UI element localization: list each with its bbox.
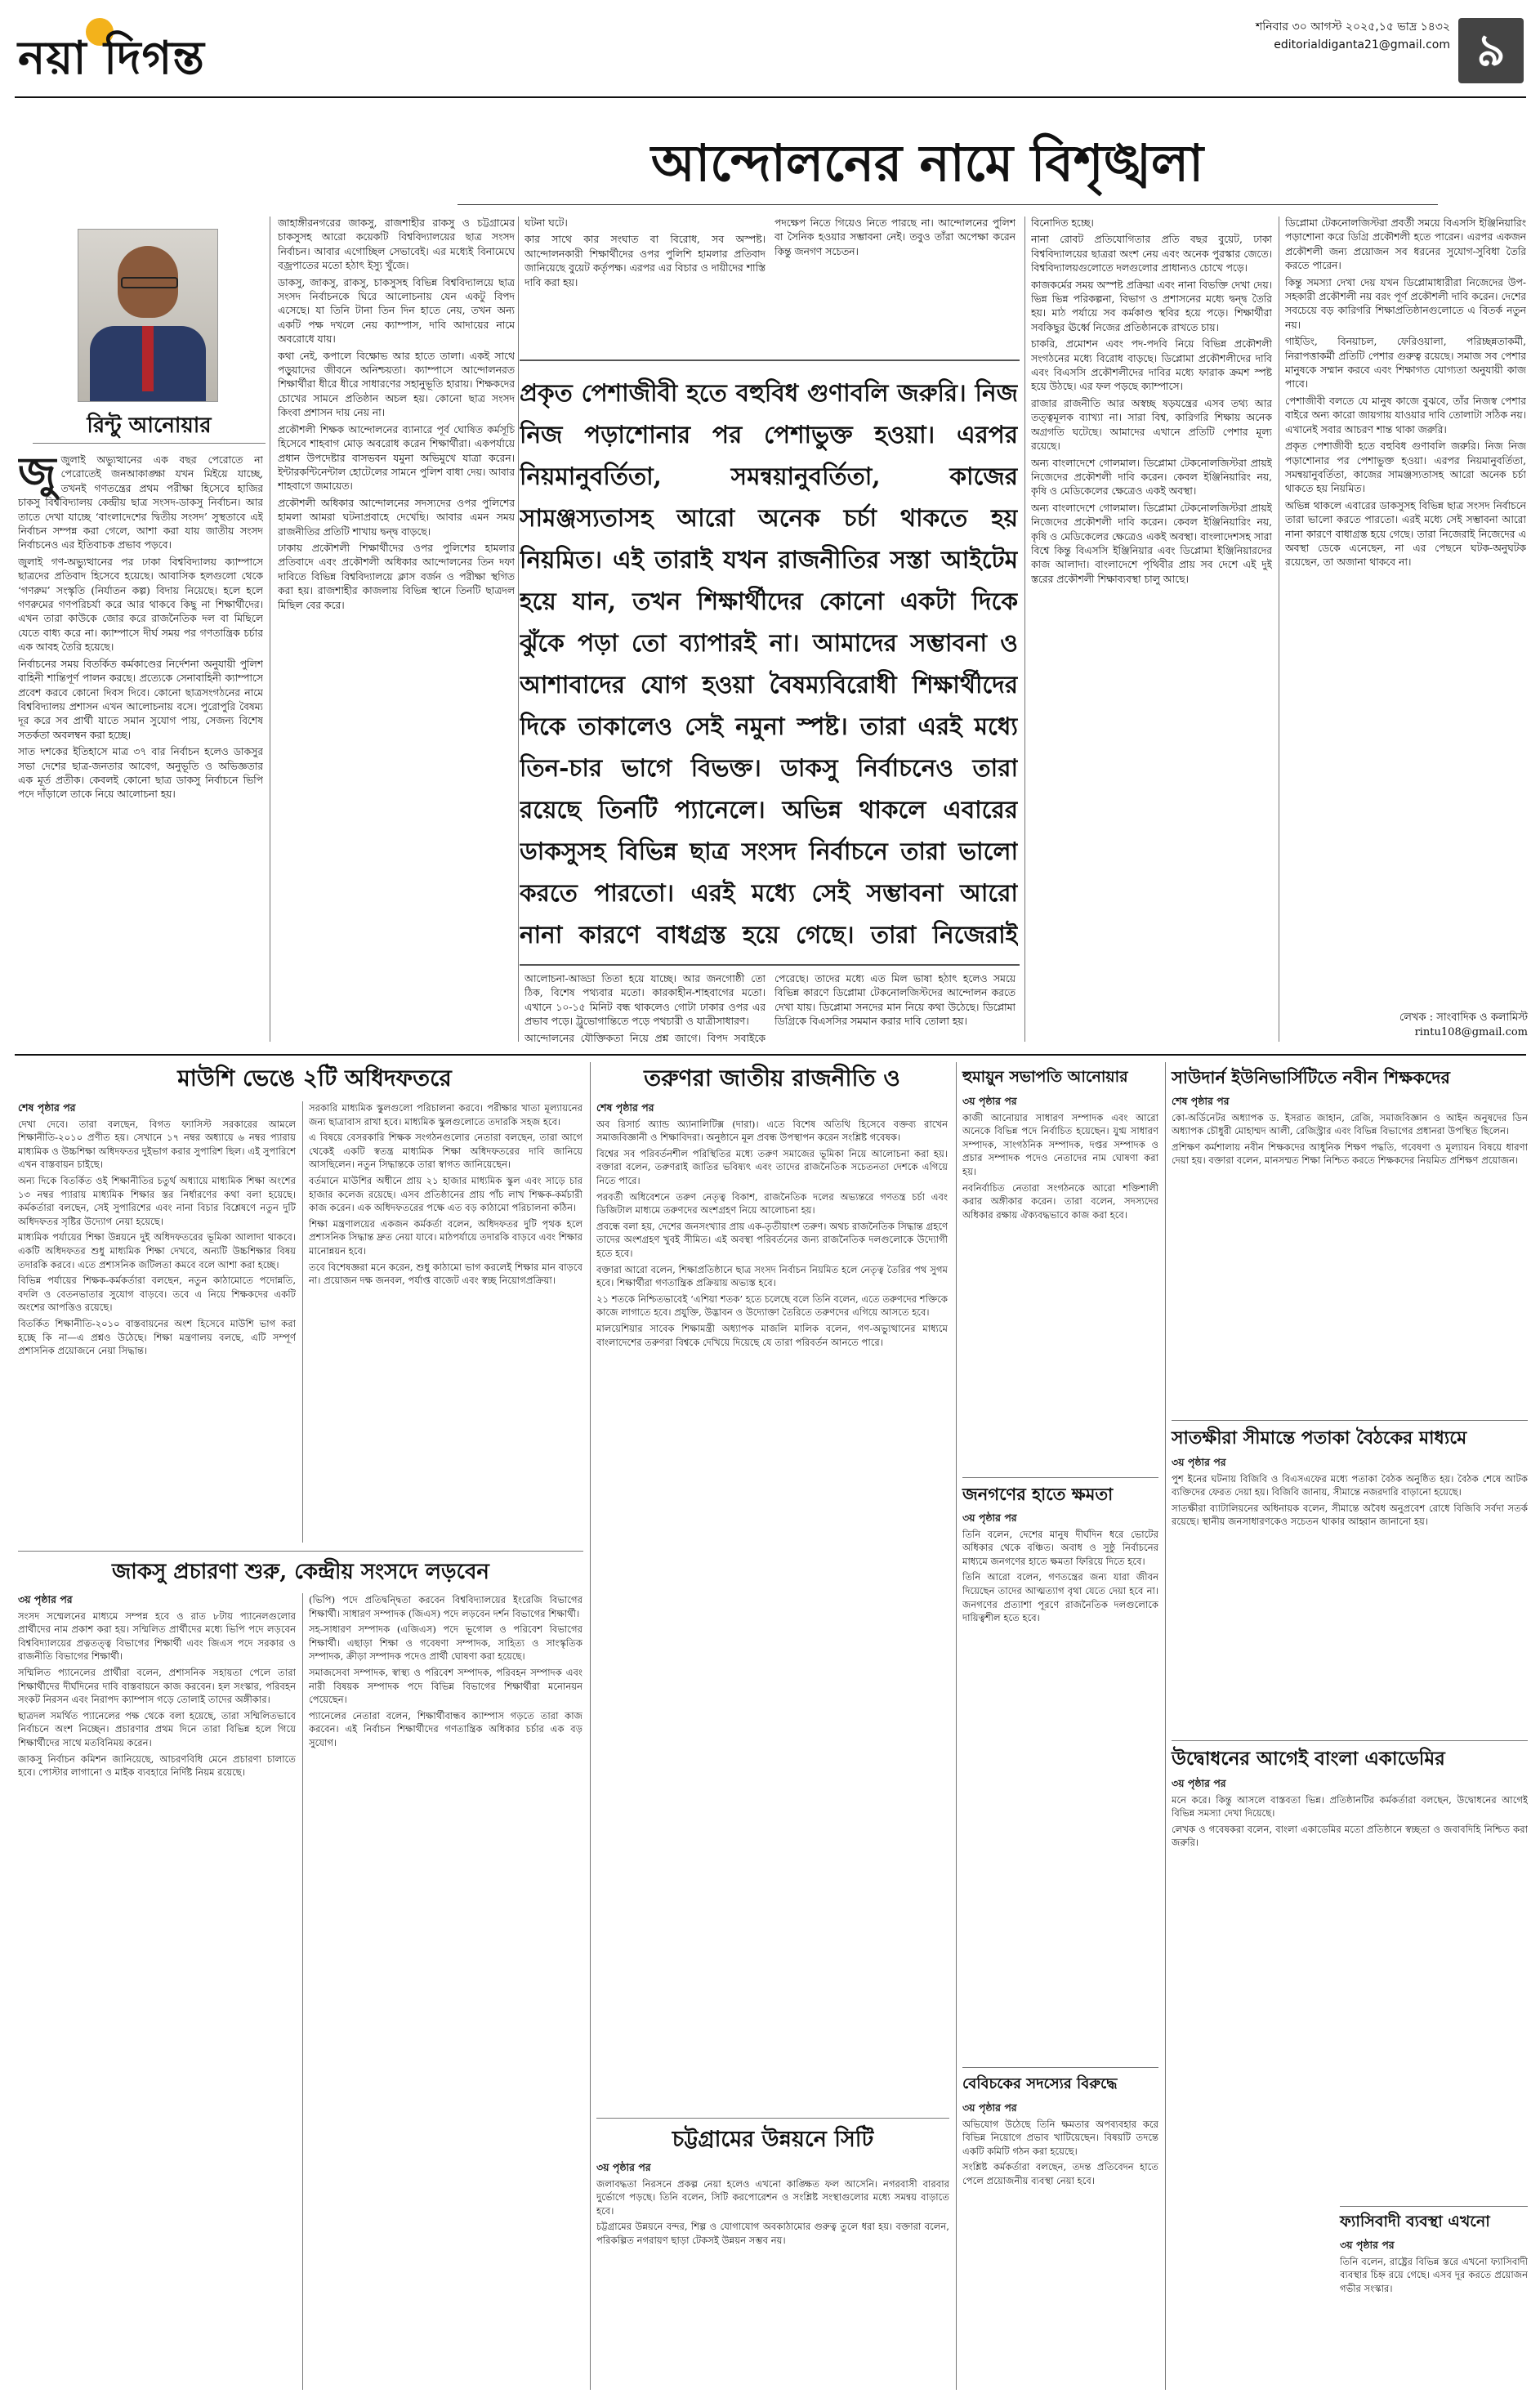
- lead-paragraph: আলোচনা-আড্ডা তিতা হয়ে যাচ্ছে। আর জনগোষ্ঠী তো ঠিক, বিশেষ পথ্যবার মতো। কারকাহীন-শাহবাগের মতো। এখানে ১০-১৫ মিনিট বন্ধ থাকলেও গোটা ঢাকার ওপর এর প্রভাব পড়ে। ট্রুভোগান্তিতে পড়ে পথচারী ও যাত্রীসাধারণ।: [524, 973, 766, 1028]
- lead-column-3-bottom: [524, 972, 766, 1046]
- story-paragraph: তিনি আরো বলেন, গণতন্ত্রের জন্য যারা জীবন দিয়েছেন তাদের আত্মত্যাগ বৃথা যেতে দেয়া হবে না। জনগণের প্রত্যাশা পূরণে রাজনৈতিক দলগুলোকে দায়িত্বশীল হতে হবে।: [962, 1571, 1158, 1624]
- lead-paragraph: ডাকসু, জাকসু, রাকসু, চাকসুসহ বিভিন্ন বিশ্ববিদ্যালয়ে ছাত্র সংসদ নির্বাচনকে ঘিরে আলোচনায় যেন একটু বিপদ এসেছে। যা তিনি টানা তিন দিন হাতে নেয়, তখন অন্য একটি পক্ষ দখলে নেয় ক্যাম্পাস, দাবি আদায়ের নামে অবরোধে যায়।: [278, 276, 515, 346]
- story-paragraph: সাতক্ষীরা ব্যাটালিয়নের অধিনায়ক বলেন, সীমান্তে অবৈধ অনুপ্রবেশ রোধে বিজিবি সর্বদা সতর্ক রয়েছে। স্থানীয় জনসাধারণকেও সচেতন থাকার আহ্বান জানানো হয়।: [1172, 1502, 1528, 1528]
- story-headline[interactable]: সাউদার্ন ইউনিভার্সিটিতে নবীন শিক্ষকদের: [1172, 1067, 1450, 1087]
- story-paragraph: বিতর্কিত শিক্ষানীতি-২০১০ বাস্তবায়নের অংশ হিসেবে মাউশি ভাগ করা হচ্ছে কি না—এ প্রশ্নও উঠেছে। শিক্ষা মন্ত্রণালয় বলছে, এটি সম্পূর্ণ প্রশাসনিক প্রয়োজনে নেয়া সিদ্ধান্ত।: [18, 1317, 296, 1357]
- story-body: [596, 2161, 949, 2390]
- story-paragraph: দেখা দেবে। তারা বলছেন, বিগত ফ্যাসিস্ট সরকারের আমলে শিক্ষানীতি-২০১০ প্রণীত হয়। সেখানে ১৭ নম্বর অধ্যায়ে ৬ নম্বর প্যারায় মাধ্যমিক ও উচ্চশিক্ষা অধিদফতর দুইভাগ করার সুপারিশ ছিল। এই সুপারিশে এখন বাস্তবায়ন চাইছে।: [18, 1118, 296, 1171]
- story-paragraph: জাকসু নির্বাচন কমিশন জানিয়েছে, আচরণবিধি মেনে প্রচারণা চালাতে হবে। পোস্টার লাগানো ও মাইক ব্যবহারে নির্দিষ্ট নিয়ম রয়েছে।: [18, 1753, 296, 1779]
- story-paragraph: প্যানেলের নেতারা বলেন, শিক্ষার্থীবান্ধব ক্যাম্পাস গড়তে তারা কাজ করবেন। এই নির্বাচন শিক্ষার্থীদের গণতান্ত্রিক অধিকার চর্চার এক বড় সুযোগ।: [309, 1709, 583, 1748]
- story-kicker: শেষ পৃষ্ঠার পর: [18, 1101, 76, 1114]
- story-body: [1172, 1456, 1528, 1734]
- story-paragraph: বক্তারা আরো বলেন, শিক্ষাপ্রতিষ্ঠানে ছাত্র সংসদ নির্বাচন নিয়মিত হলে নেতৃত্ব তৈরির পথ সুগম হবে। শিক্ষার্থীরা গণতান্ত্রিক প্রক্রিয়ায় অভ্যস্ত হবে।: [596, 1263, 948, 1289]
- lead-column-2: [278, 217, 515, 1042]
- story-headline[interactable]: ফ্যাসিবাদী ব্যবস্থা এখনো: [1340, 2213, 1490, 2231]
- story-divider: [962, 2067, 1158, 2068]
- lead-column-4-top: [774, 217, 1016, 351]
- lead-paragraph: পেশাজীবী বলতে যে মানুষ কাজে বুঝবে, তাঁর নিজস্ব পেশার বাইরে অন্য কারো জায়গায় যাওয়ার দাবি তোলাটা সঠিক নয়। এখানেই সবার আচরণ শান্ত থাকা জরুরি।: [1285, 395, 1526, 435]
- quote-bottom-rule: [520, 964, 1020, 966]
- story-divider: [596, 2118, 949, 2119]
- lead-paragraph: রাজার রাজনীতি আর অস্বচ্ছ ষড়যন্ত্রের এসব তথ্য আর তত্ত্বমূলক ব্যাখ্যা না। সারা বিশ্ব, কারিগরি শিক্ষায় অনেক অগ্রগতি ঘটেছে। আমাদের এখানে প্রতিটি পেশার মূল্য রয়েছে।: [1031, 397, 1272, 453]
- story-kicker: ৩য় পৃষ্ঠার পর: [18, 1593, 73, 1605]
- story-paragraph: মালয়েশিয়ার সাবেক শিক্ষামন্ত্রী অধ্যাপক মাজলি মালিক বলেন, গণ-অভ্যুত্থানের মাধ্যমে বাংলাদেশের তরুণরা বিশ্বকে দেখিয়ে দিয়েছে যে তারা পরিবর্তন আনতে পারে।: [596, 1322, 948, 1348]
- masthead-info: [1256, 18, 1450, 54]
- pull-quote: প্রকৃত পেশাজীবী হতে বহুবিধ গুণাবলি জরুরি। নিজ নিজ পড়াশোনার পর পেশাভুক্ত হওয়া। এরপর নিয়মানুবর্তিতা, সমন্বয়ানুবর্তিতা, কাজের সামঞ্জস্যতাসহ আরো অনেক চর্চা থাকতে হয় নিয়মিত। এই তারাই যখন রাজনীতির সস্তা আইটেম হয়ে যান, তখন শিক্ষার্থীদের কোনো একটা দিকে ঝুঁকে পড়া তো ব্যাপারই না। আমাদের সম্ভাবনা ও আশাবাদের যোগ হওয়া বৈষম্যবিরোধী শিক্ষার্থীদের দিকে তাকালেও সেই নমুনা স্পষ্ট। তারা এরই মধ্যে তিন-চার ভাগে বিভক্ত। ডাকসু নির্বাচনেও তারা রয়েছে তিনটি প্যানেলে। অভিন্ন থাকলে এবারের ডাকসুসহ বিভিন্ন ছাত্র সংসদ নির্বাচনে তারা ভালো করতে পারতো। এরই মধ্যে সেই সম্ভাবনা আরো নানা কারণে বাধগ্রস্ত হয়ে গেছে। তারা নিজেরাই: [520, 378, 1018, 949]
- lead-paragraph: আন্দোলনের যৌক্তিকতা নিয়ে প্রশ্ন জাগে। বিপদ সবাইকে: [524, 1032, 766, 1044]
- masthead-divider: [15, 96, 1526, 98]
- story-paragraph: পরবর্তী অধিবেশনে তরুণ নেতৃত্ব বিকাশ, রাজনৈতিক দলের অভ্যন্তরে গণতন্ত্র চর্চা এবং ডিজিটাল মাধ্যমে তরুণদের অংশগ্রহণ নিয়ে আলোচনা হয়।: [596, 1190, 948, 1217]
- lead-column-6: [1285, 217, 1526, 1001]
- story-paragraph: পুশ ইনের ঘটনায় বিজিবি ও বিএসএফের মধ্যে পতাকা বৈঠক অনুষ্ঠিত হয়। বৈঠক শেষে আটক ব্যক্তিদের ফেরত দেয়া হয়। বিজিবি জানায়, সীমান্তে নজরদারি বাড়ানো হয়েছে।: [1172, 1472, 1528, 1498]
- story-paragraph: ছাত্রদল সমর্থিত প্যানেলের পক্ষ থেকে বলা হয়েছে, তারা সম্মিলিতভাবে নির্বাচনে অংশ নিচ্ছেন। প্রচারণার প্রথম দিনে তারা বিভিন্ন হলে গিয়ে শিক্ষার্থীদের সাথে মতবিনিময় করেন।: [18, 1709, 296, 1748]
- story-paragraph: সরকারি মাধ্যমিক স্কুলগুলো পরিচালনা করবে। পরীক্ষার খাতা মূল্যায়নের জন্য ছাত্রাবাস রাখা হবে। মাধ্যমিক স্কুলগুলোতে তদারকি সহজ হবে।: [309, 1102, 583, 1128]
- story-divider: [18, 1551, 583, 1552]
- story-kicker: ৩য় পৃষ্ঠার পর: [1340, 2239, 1395, 2251]
- author-tie: [142, 326, 154, 391]
- lead-paragraph: ঘটনা ঘটে।: [524, 217, 568, 229]
- lead-paragraph: সাত দশকের ইতিহাসে মাত্র ৩৭ বার নির্বাচন হলেও ডাকসুর সভা দেশের ছাত্র-জনতার আবেগ, অনুভূতি ও অভিজ্ঞতার এক মূর্ত প্রতীক। কেবলই কোনো ছাত্র ডাকসু নির্বাচনে ভিপি পদে দাঁড়ালে তাকে নিয়ে আলোচনা হয়।: [18, 746, 263, 801]
- lead-paragraph: অন্য বাংলাদেশে গোলমাল। ডিপ্লোমা টেকনোলজিস্টরা প্রায়ই নিজেদের প্রকৌশলী দাবি করেন। কেবল ইঞ্জিনিয়ারিং নয়, কৃষি ও মেডিকেলের ক্ষেত্রেও একই অবস্থা।: [1031, 457, 1272, 498]
- story-body: [18, 1101, 296, 1543]
- story-headline[interactable]: চট্টগ্রামের উন্নয়নে সিটি: [672, 2127, 874, 2152]
- story-paragraph: সম্মিলিত প্যানেলের প্রার্থীরা বলেন, প্রশাসনিক সহায়তা পেলে তারা শিক্ষার্থীদের দীর্ঘদিনের দাবি বাস্তবায়নে কাজ করবেন। হল সংস্কার, পরিবহন সংকট নিরসন এবং নিরাপদ ক্যাম্পাস গড়ে তোলাই তাদের অঙ্গীকার।: [18, 1666, 296, 1706]
- story-body: [962, 2101, 1158, 2390]
- story-paragraph: চট্টগ্রামের উন্নয়নে বন্দর, শিল্প ও যোগাযোগ অবকাঠামোর গুরুত্ব তুলে ধরা হয়। বক্তারা বলেন, পরিকল্পিত নগরায়ণ ছাড়া টেকসই উন্নয়ন সম্ভব নয়।: [596, 2221, 949, 2246]
- story-paragraph: সংশ্লিষ্ট কর্মকর্তারা বলছেন, তদন্ত প্রতিবেদন হাতে পেলে প্রয়োজনীয় ব্যবস্থা নেয়া হবে।: [962, 2161, 1158, 2186]
- page-number: ৯: [1458, 18, 1524, 83]
- story-body: [596, 1101, 948, 2110]
- issue-date: শনিবার ৩০ আগস্ট ২০২৫,১৫ ভাদ্র ১৪৩২: [1255, 20, 1450, 33]
- story-headline[interactable]: সাতক্ষীরা সীমান্তে পতাকা বৈঠকের মাধ্যমে: [1172, 1427, 1467, 1449]
- column-divider: [590, 1062, 591, 2390]
- lead-paragraph: কাজকর্মের সময় অস্পষ্ট প্রক্রিয়া এবং নানা বিভক্তি দেখা দেয়। ভিন্ন ভিন্ন পরিকল্পনা, বিভাগ ও প্রশাসনের মধ্যে দ্বন্দ্ব তৈরি হয়। মাঠ পর্যায়ে সব কর্মকাণ্ড স্থবির হয়ে পড়ে। শিক্ষার্থীরা সবকিছুর ঊর্ধ্বে নিজের প্রতিষ্ঠানকে রাখতে চায়।: [1031, 279, 1272, 333]
- story-paragraph: কো-অর্ডিনেটর অধ্যাপক ড. ইসরাত জাহান, রেজি, সমাজবিজ্ঞান ও আইন অনুষদের ডিন অধ্যাপক চৌধুরী মোহাম্মদ আলী, রেজিস্ট্রার এবং বিভিন্ন বিভাগের প্রধানরা উপস্থিত ছিলেন।: [1172, 1111, 1528, 1137]
- story-paragraph: লেখক ও গবেষকরা বলেন, বাংলা একাডেমির মতো প্রতিষ্ঠানে স্বচ্ছতা ও জবাবদিহি নিশ্চিত করা জরুরি।: [1172, 1823, 1528, 1849]
- story-paragraph: (ভিপি) পদে প্রতিদ্বন্দ্বিতা করবেন বিশ্ববিদ্যালয়ের ইংরেজি বিভাগের শিক্ষার্থী। সাধারণ সম্পাদক (জিএস) পদে লড়বেন দর্শন বিভাগের শিক্ষার্থী।: [309, 1594, 583, 1619]
- author-photo: [78, 229, 218, 402]
- lead-paragraph: পদক্ষেপ নিতে গিয়েও নিতে পারছে না। আন্দোলনের পুলিশ বা সৈনিক হওয়ার সম্ভাবনা নেই। তবুও তাঁরা অপেক্ষা করেন কিন্তু জনগণ সচেতন।: [774, 217, 1016, 257]
- lead-headline: আন্দোলনের নামে বিশৃঙ্খলা: [650, 133, 1204, 193]
- lead-paragraph: জাহাঙ্গীরনগরের জাকসু, রাজশাহীর রাকসু ও চট্টগ্রামের চাকসুসহ আরো কয়েকটি বিশ্ববিদ্যালয়ের ছাত্র সংসদ নির্বাচন। আবার এগোচ্ছিল সেভাবেই। এর মধ্যেই বিনামেঘে বজ্রপাতের মতো হঠাৎ ইস্যু খুঁজে।: [278, 217, 515, 272]
- story-kicker: ৩য় পৃষ্ঠার পর: [1172, 1456, 1226, 1468]
- story-paragraph: সহ-সাধারণ সম্পাদক (এজিএস) পদে ভূগোল ও পরিবেশ বিভাগের শিক্ষার্থী। এছাড়া শিক্ষা ও গবেষণা সম্পাদক, সাহিত্য ও সাংস্কৃতিক সম্পাদক, ক্রীড়া সম্পাদক পদেও প্রার্থী ঘোষণা করা হয়েছে।: [309, 1623, 583, 1663]
- lead-paragraph: প্রকৌশলী অধিকার আন্দোলনের সদস্যদের ওপর পুলিশের হামলা আমরা ঘটনাপ্রবাহে দেখেছি। আবার এমন সময় রাজনীতির প্রতিটি শাখায় দ্বন্দ্ব বাড়ছে।: [278, 497, 515, 538]
- lead-paragraph: ঢাকায় প্রকৌশলী শিক্ষার্থীদের ওপর পুলিশের হামলার প্রতিবাদে এবং প্রকৌশলী অধিকার আন্দোলনের তিন দফা দাবিতে বিভিন্ন বিশ্ববিদ্যালয়ে ক্লাস বর্জন ও পরীক্ষা স্থগিত করা হয়। রাজশাহীর কাজলায় বিভিন্ন স্থানে তিনটি ছাত্রদল মিছিল বের করে।: [278, 542, 515, 611]
- story-headline[interactable]: জনগণের হাতে ক্ষমতা: [962, 1484, 1114, 1504]
- column-divider: [302, 1101, 303, 1543]
- story-kicker: ৩য় পৃষ্ঠার পর: [962, 1512, 1017, 1524]
- story-headline[interactable]: জাকসু প্রচারণা শুরু, কেন্দ্রীয় সংসদে লড়বেন: [112, 1560, 489, 1584]
- story-paragraph: শিক্ষা মন্ত্রণালয়ের একজন কর্মকর্তা বলেন, অধিদফতর দুটি পৃথক হলে প্রশাসনিক সিদ্ধান্ত দ্রুত নেয়া যাবে। মাঠপর্যায়ে তদারকি বাড়বে এবং শিক্ষার মানোন্নয়ন হবে।: [309, 1217, 583, 1257]
- story-headline[interactable]: উদ্বোধনের আগেই বাংলা একাডেমির: [1172, 1748, 1445, 1770]
- masthead: [0, 0, 1540, 98]
- story-paragraph: ২১ শতকে নিশ্চিতভাবেই ‘এশিয়া শতক’ হতে চলেছে বলে তিনি বলেন, এতে তরুণদের শক্তিকে কাজে লাগাতে হবে। প্রযুক্তি, উদ্ভাবন ও উদ্যোক্তা তৈরিতে তরুণদের এগিয়ে আসতে হবে।: [596, 1293, 948, 1319]
- story-body: [18, 1593, 296, 2390]
- story-kicker: ৩য় পৃষ্ঠার পর: [962, 1095, 1017, 1107]
- story-paragraph: নবনির্বাচিত নেতারা সংগঠনকে আরো শক্তিশালী করার অঙ্গীকার করেন। তারা বলেন, সদস্যদের অধিকার রক্ষায় ঐক্যবদ্ধভাবে কাজ করা হবে।: [962, 1181, 1158, 1221]
- story-body: [1172, 1095, 1528, 1413]
- story-paragraph: কাজী আনোয়ার সাধারণ সম্পাদক এবং আরো অনেকে বিভিন্ন পদে নির্বাচিত হয়েছেন। যুগ্ম সাধারণ সম্পাদক, সাংগঠনিক সম্পাদক, দপ্তর সম্পাদক ও প্রচার সম্পাদক পদেও নেতাদের নাম ঘোষণা করা হয়।: [962, 1111, 1158, 1177]
- headline-underline: [458, 204, 1438, 205]
- lead-column-4-bottom: [774, 972, 1016, 1046]
- story-paragraph: এ বিষয়ে বেসরকারি শিক্ষক সংগঠনগুলোর নেতারা বলছেন, তারা আগে থেকেই একটি স্বতন্ত্র মাধ্যমিক শিক্ষা অধিদফতরের দাবি জানিয়ে আসছিলেন। নতুন সিদ্ধান্তকে তারা স্বাগত জানিয়েছেন।: [309, 1132, 583, 1171]
- newspaper-logo[interactable]: নয়া দিগন্ত: [18, 32, 205, 85]
- byline-rule: [33, 443, 266, 444]
- story-paragraph: প্রবন্ধে বলা হয়, দেশের জনসংখ্যার প্রায় এক-তৃতীয়াংশ তরুণ। অথচ রাজনৈতিক সিদ্ধান্ত গ্রহণে তাদের অংশগ্রহণ খুবই সীমিত। এই অবস্থা পরিবর্তনের জন্য রাজনৈতিক দলগুলোকে উদ্যোগী হতে হবে।: [596, 1220, 948, 1259]
- story-body: [1172, 1777, 1528, 2202]
- story-paragraph: অব রিসার্চ অ্যান্ড অ্যানালিটিক্স (দারা)। এতে বিশেষ অতিথি হিসেবে বক্তব্য রাখেন সমাজবিজ্ঞানী ও শিক্ষাবিদরা। অনুষ্ঠানে মূল প্রবন্ধ উপস্থাপন করেন সংশ্লিষ্ট গবেষক।: [596, 1118, 948, 1144]
- editorial-email[interactable]: editorialdiganta21@gmail.com: [1274, 38, 1450, 51]
- story-body: [309, 1101, 583, 1543]
- story-paragraph: তবে বিশেষজ্ঞরা মনে করেন, শুধু কাঠামো ভাগ করলেই শিক্ষার মান বাড়বে না। প্রয়োজন দক্ষ জনবল, পর্যাপ্ত বাজেট এবং স্বচ্ছ নিয়োগপ্রক্রিয়া।: [309, 1261, 583, 1287]
- lead-paragraph: প্রকৌশলী শিক্ষক আন্দোলনের ব্যানারে পূর্ব ঘোষিত কর্মসূচি হিসেবে শাহবাগ মোড় অবরোধ করেন শিক্ষার্থীরা। একপর্যায়ে প্রধান উপদেষ্টার বাসভবন যমুনা অভিমুখে যাত্রা করেন। ইন্টারকন্টিনেন্টাল হোটেলের সামনে পুলিশ বাধা দেয়। আবার শাহবাগে জমায়েত।: [278, 423, 515, 493]
- drop-cap: জু: [18, 453, 56, 498]
- story-divider: [1172, 1420, 1528, 1421]
- lead-paragraph: ডিপ্লোমা টেকনোলজিস্টরা প্রবর্তী সময়ে বিএসসি ইঞ্জিনিয়ারিং পড়াশোনা করে ডিগ্রি প্রকৌশলী হতে পারেন। এরপর একজন প্রকৌশলী জন্য প্রয়োজন সব ধরনের সুযোগ-সুবিধা তৈরি করতে পারেন।: [1285, 217, 1526, 272]
- story-kicker: ৩য় পৃষ্ঠার পর: [962, 2101, 1017, 2114]
- column-divider: [302, 1593, 303, 2390]
- lead-paragraph: গাইডিং, বিনয়াচল, ফেরিওয়ালা, পরিচ্ছন্নতাকর্মী, নিরাপত্তাকর্মী প্রতিটি পেশার গুরুত্ব রয়েছে। সমাজ সব পেশার মানুষকে সম্মান করবে এবং শিক্ষাগত যোগ্যতা অনুযায়ী কাজ পাবে।: [1285, 336, 1526, 391]
- lead-paragraph: নির্বাচনের সময় বিতর্কিত কর্মকাণ্ডের নির্দেশনা অনুযায়ী পুলিশ বাহিনী শান্তিপূর্ণ পালন করছে। প্রত্যেকে সেনাবাহিনী ক্যাম্পাসে প্রবেশ করবে কোনো দিবস দিবে। কোনো ছাত্রসংগঠনের নামে বিশ্ববিদ্যালয় প্রশাসন এখন আলোচনায় বসে। পুরোপুরি বৈষম্য দূর করে সব প্রার্থী যাতে সমান সুযোগ পায়, সেজন্য বিশেষ সতর্কতা অবলম্বন করা হচ্ছে।: [18, 658, 263, 741]
- story-kicker: শেষ পৃষ্ঠার পর: [1172, 1095, 1230, 1107]
- lead-paragraph: চাকরি, প্রমোশন এবং পদ-পদবি নিয়ে বিভিন্ন প্রকৌশলী সংগঠনের মধ্যে বিরোধ বাড়ছে। ডিপ্লোমা প্রকৌশলীদের দাবি এবং বিএসসি প্রকৌশলীদের দাবির মধ্যে ফারাক ক্রমশ স্পষ্ট হয়ে উঠছে। এর ফল পড়ছে ক্যাম্পাসে।: [1031, 338, 1272, 393]
- lead-paragraph: প্রকৃত পেশাজীবী হতে বহুবিধ গুণাবলি জরুরি। নিজ নিজ পড়াশোনার পর পেশাভুক্ত হওয়া। এরপর নিয়মানুবর্তিতা, সমন্বয়ানুবর্তিতা, কাজের সামঞ্জস্যতাসহ আরো অনেক চর্চা থাকতে হয় নিয়মিত।: [1285, 440, 1526, 495]
- story-divider: [1340, 2206, 1528, 2207]
- story-divider: [962, 1477, 1158, 1478]
- story-headline[interactable]: মাউশি ভেঙে ২টি অধিদফতরে: [177, 1065, 452, 1092]
- lead-column-3-top: [524, 217, 766, 351]
- story-paragraph: মনে করে। কিন্তু আসলে বাস্তবতা ভিন্ন। প্রতিষ্ঠানটির কর্মকর্তারা বলছেন, উদ্বোধনের আগেই বিভিন্ন সমস্যা দেখা দিয়েছে।: [1172, 1793, 1528, 1820]
- lead-paragraph: কথা নেই, কপালে বিক্ষোভ আর হাতে তালা। একই সাথে পড়ুয়াদের জীবনে অনিশ্চয়তা। ক্যাম্পাসে আন্দোলনরত শিক্ষার্থীরা ধীরে ধীরে সাধারণের সহানুভূতি হারায়। শিক্ষকদের চোখের সামনে প্রতিষ্ঠান অচল হয়। কোনো ছাত্র সংসদ কিংবা প্রশাসন দায় নেয় না।: [278, 350, 515, 419]
- lead-column-5: [1031, 217, 1272, 1042]
- story-paragraph: বিশ্বের সব পরিবর্তনশীল পরিস্থিতির মধ্যে তরুণ সমাজের ভূমিকা নিয়ে আলোচনা করা হয়। বক্তারা বলেন, তরুণরাই জাতির ভবিষ্যৎ এবং তাদের রাজনৈতিক সচেতনতা দেশকে এগিয়ে নিতে পারে।: [596, 1147, 948, 1186]
- column-divider: [956, 1062, 957, 2390]
- story-paragraph: জলাবদ্ধতা নিরসনে প্রকল্প নেয়া হলেও এখনো কাঙ্ক্ষিত ফল আসেনি। নগরবাসী বারবার দুর্ভোগে পড়ছে। তিনি বলেন, সিটি করপোরেশন ও সংশ্লিষ্ট সংস্থাগুলোর মধ্যে সমন্বয় বাড়াতে হবে।: [596, 2177, 949, 2217]
- story-paragraph: মাধ্যমিক পর্যায়ের শিক্ষা উন্নয়নে দুই অধিদফতরের ভূমিকা আলাদা থাকবে। একটি অধিদফতর শুধু মাধ্যমিক শিক্ষা দেখবে, অন্যটি উচ্চশিক্ষার বিষয় তদারকি করবে। এতে প্রশাসনিক জটিলতা কমবে বলে আশা করা হচ্ছে।: [18, 1231, 296, 1270]
- column-divider: [1024, 217, 1025, 1042]
- lead-paragraph: কিন্তু সমস্যা দেখা দেয় যখন ডিপ্লোমাধারীরা নিজেদের উপ-সহকারী প্রকৌশলী নয় বরং পূর্ণ প্রকৌশলী দাবি করেন। দেশের সবচেয়ে বড় কারিগরি শিক্ষাপ্রতিষ্ঠানগুলোতে এ বিতর্ক নতুন নয়।: [1285, 276, 1526, 331]
- story-paragraph: সংসদ সম্মেলনের মাধ্যমে সম্পন্ন হবে ও রাত ৮টায় প্যানেলগুলোর প্রার্থীদের নাম প্রকাশ করা হয়। সম্মিলিত প্রার্থীদের মধ্যে ভিপি পদে লড়বেন বিশ্ববিদ্যালয়ের প্রত্নতত্ত্ব বিভাগের শিক্ষার্থী এবং জিএস পদে সরকার ও রাজনীতি বিভাগের শিক্ষার্থী।: [18, 1610, 296, 1663]
- lead-paragraph: জুলাই গণ-অভ্যুত্থানের পর ঢাকা বিশ্ববিদ্যালয় ক্যাম্পাসে ছাত্রদের প্রতিবাদ হিসেবে হয়েছে। আবাসিক হলগুলো থেকে ‘গণরুম’ সংস্কৃতি (নির্যাতন কল্প) বিদায় নিয়েছে। হলে হলে গণরুমের গণপরিচর্যা করে আর থাকবে কিছু না শিক্ষার্থীদের। এখন তারা কাউকে জোর করে রাজনৈতিক দল বা মিছিলে যেতে বাধ্য করে না। ক্যাম্পাসে দীর্ঘ সময় পর গণতান্ত্রিক চর্চার এক আবহ তৈরি হয়েছে।: [18, 556, 263, 654]
- story-headline[interactable]: বেবিচকের সদস্যের বিরুদ্ধে: [962, 2075, 1118, 2092]
- story-kicker: ৩য় পৃষ্ঠার পর: [1172, 1777, 1226, 1789]
- lead-paragraph: কার সাথে কার সংঘাত বা বিরোধ, সব অস্পষ্ট। আন্দোলনকারী শিক্ষার্থীদের ওপর পুলিশি হামলার প্রতিবাদ জানিয়েছে বুয়েট কর্তৃপক্ষ। এরপর এর বিচার ও দায়ীদের শাস্তি দাবি করা হয়।: [524, 234, 766, 288]
- author-byline: রিন্টু আনোয়ার: [87, 413, 212, 438]
- quote-top-rule: [520, 359, 1020, 361]
- story-paragraph: তিনি বলেন, দেশের মানুষ দীর্ঘদিন ধরে ভোটের অধিকার থেকে বঞ্চিত। অবাধ ও সুষ্ঠু নির্বাচনের মাধ্যমে জনগণের হাতে ক্ষমতা ফিরিয়ে দিতে হবে।: [962, 1528, 1158, 1567]
- story-headline[interactable]: হুমায়ুন সভাপতি আনোয়ার: [962, 1068, 1128, 1086]
- column-divider: [518, 217, 519, 1042]
- story-divider: [1172, 1740, 1528, 1741]
- lead-paragraph: জুজুলাই অভ্যুত্থানের এক বছর পেরোতে না পেরোতেই জনআকাঙ্ক্ষা যখন মিইয়ে যাচ্ছে, তখনই গণতন্ত্রের প্রথম পরীক্ষা হিসেবে হাজির চাকসু বিশ্ববিদ্যালয় কেন্দ্রীয় ছাত্র সংসদ-ডাকসু নির্বাচন। আর তাতে দেখা যাচ্ছে ‘বাংলাদেশের দ্বিতীয় সংসদ’ সুস্থতাবে এই নির্বাচন সম্পন্ন করা গেলে, আশা করা যায় জাতীয় সংসদ নির্বাচনেও এর ইতিবাচক প্রভাব পড়বে।: [18, 453, 263, 551]
- story-paragraph: বিভিন্ন পর্যায়ের শিক্ষক-কর্মকর্তারা বলছেন, নতুন কাঠামোতে পদোন্নতি, বদলি ও বেতনভাতার সুযোগ বাড়বে। তবে এ নিয়ে শিক্ষকদের একটি অংশের আপত্তিও রয়েছে।: [18, 1275, 296, 1314]
- story-paragraph: অন্য দিকে বিতর্কিত ওই শিক্ষানীতির চতুর্থ অধ্যায়ে মাধ্যমিক শিক্ষা অংশের ১৩ নম্বর প্যারায় মাধ্যমিক শিক্ষার স্তর নির্ধারণের কথা বলা হয়েছে। কর্মকর্তারা বলছেন, সেই সুপারিশের এবং নানা বিচার বিশ্লেষণে নতুন দুটি অধিদফতর সৃষ্টির উদ্যোগ নেয়া হয়েছে।: [18, 1174, 296, 1227]
- story-kicker: ৩য় পৃষ্ঠার পর: [596, 2161, 651, 2173]
- lead-paragraph: বিনোদিত হচ্ছে।: [1031, 217, 1094, 229]
- lead-paragraph: অভিন্ন থাকলে এবারের ডাকসুসহ বিভিন্ন ছাত্র সংসদ নির্বাচনে তারা ভালো করতে পারতো। এরই মধ্যে সেই সম্ভাবনা আরো নানা কারণে বাধাগ্রস্ত হয়ে গেছে। তারা নিজেরাই নিজেদের এ অবস্থা ডেকে এনেছেন, না এর পেছনে ঘটক-অনুঘটক রয়েছেন, তা অজানা থাকবে না।: [1285, 499, 1526, 569]
- story-kicker: শেষ পৃষ্ঠার পর: [596, 1101, 654, 1114]
- story-body: [962, 1095, 1158, 1471]
- glasses-icon: [121, 277, 178, 288]
- column-divider: [1165, 1062, 1166, 2390]
- story-body: [962, 1512, 1158, 2059]
- lead-paragraph: নানা রোবট প্রতিযোগিতার প্রতি বছর বুয়েট, ঢাকা বিশ্ববিদ্যালয়ের ছাত্ররা অংশ নেয় এবং অনেক পুরস্কার জেতে। বিশ্ববিদ্যালয়গুলোতে দলগুলোর প্রাধান্যও চোখে পড়ে।: [1031, 234, 1272, 275]
- story-body: [309, 1593, 583, 2390]
- story-body: [1340, 2239, 1528, 2390]
- author-signature: [1250, 1011, 1528, 1040]
- story-headline[interactable]: তরুণরা জাতীয় রাজনীতি ও: [644, 1065, 900, 1092]
- story-paragraph: সমাজসেবা সম্পাদক, স্বাস্থ্য ও পরিবেশ সম্পাদক, পরিবহন সম্পাদক এবং নারী বিষয়ক সম্পাদক পদে বিভিন্ন বিভাগের শিক্ষার্থীরা মনোনয়ন পেয়েছেন।: [309, 1666, 583, 1706]
- lead-column-1: [18, 453, 263, 1042]
- lead-paragraph: পেরেছে। তাদের মধ্যে এত মিল ভাষা হঠাৎ হলেও সময়ে বিভিন্ন কারণে ডিপ্লোমা টেকনোলজিস্টদের আন্দোলন করতে দেখা যায়। ডিপ্লোমা সনদের মান নিয়ে কথা উঠেছে। ডিপ্লোমা ডিগ্রিকে বিএসসির সমমান করার দাবি তোলা হয়।: [774, 973, 1016, 1028]
- story-paragraph: অভিযোগ উঠেছে তিনি ক্ষমতার অপব্যবহার করে বিভিন্ন নিয়োগে প্রভাব খাটিয়েছেন। বিষয়টি তদন্তে একটি কমিটি গঠন করা হয়েছে।: [962, 2118, 1158, 2157]
- story-paragraph: বর্তমানে মাউশির অধীনে প্রায় ২১ হাজার মাধ্যমিক স্কুল এবং সাড়ে চার হাজার কলেজ রয়েছে। এসব প্রতিষ্ঠানের প্রায় পাঁচ লাখ শিক্ষক-কর্মচারী কাজ করেন। এক অধিদফতরের পক্ষে এত বড় কাঠামো পরিচালনা কঠিন।: [309, 1174, 583, 1214]
- signature-role: লেখক : সাংবাদিক ও কলামিস্ট: [1399, 1011, 1528, 1024]
- story-paragraph: তিনি বলেন, রাষ্ট্রের বিভিন্ন স্তরে এখনো ফ্যাসিবাদী ব্যবস্থার চিহ্ন রয়ে গেছে। এসব দূর করতে প্রয়োজন গভীর সংস্কার।: [1340, 2255, 1528, 2294]
- lead-paragraph: অন্য বাংলাদেশে গোলমাল। ডিপ্লোমা টেকনোলজিস্টরা প্রায়ই নিজেদের প্রকৌশলী দাবি করেন। কেবল ইঞ্জিনিয়ারিং নয়, কৃষি ও মেডিকেলের ক্ষেত্রেও একই অবস্থা। বাংলাদেশসহ সারা বিশ্বে কিন্তু বিএসসি ইঞ্জিনিয়ার এবং ডিপ্লোমা ইঞ্জিনিয়ারদের কাজ আলাদা। বাংলাদেশে পৃথিবীর প্রায় সব দেশে এই দুই স্তরের প্রকৌশলী শিক্ষাব্যবস্থা চালু আছে।: [1031, 502, 1272, 585]
- section-divider: [15, 1054, 1526, 1056]
- story-paragraph: প্রশিক্ষণ কর্মশালায় নবীন শিক্ষকদের আধুনিক শিক্ষণ পদ্ধতি, গবেষণা ও মূল্যায়ন বিষয়ে ধারণা দেয়া হয়। বক্তারা বলেন, মানসম্মত শিক্ষা নিশ্চিত করতে শিক্ষকদের নিয়মিত প্রশিক্ষণ প্রয়োজন।: [1172, 1141, 1528, 1167]
- signature-email[interactable]: rintu108@gmail.com: [1414, 1026, 1528, 1038]
